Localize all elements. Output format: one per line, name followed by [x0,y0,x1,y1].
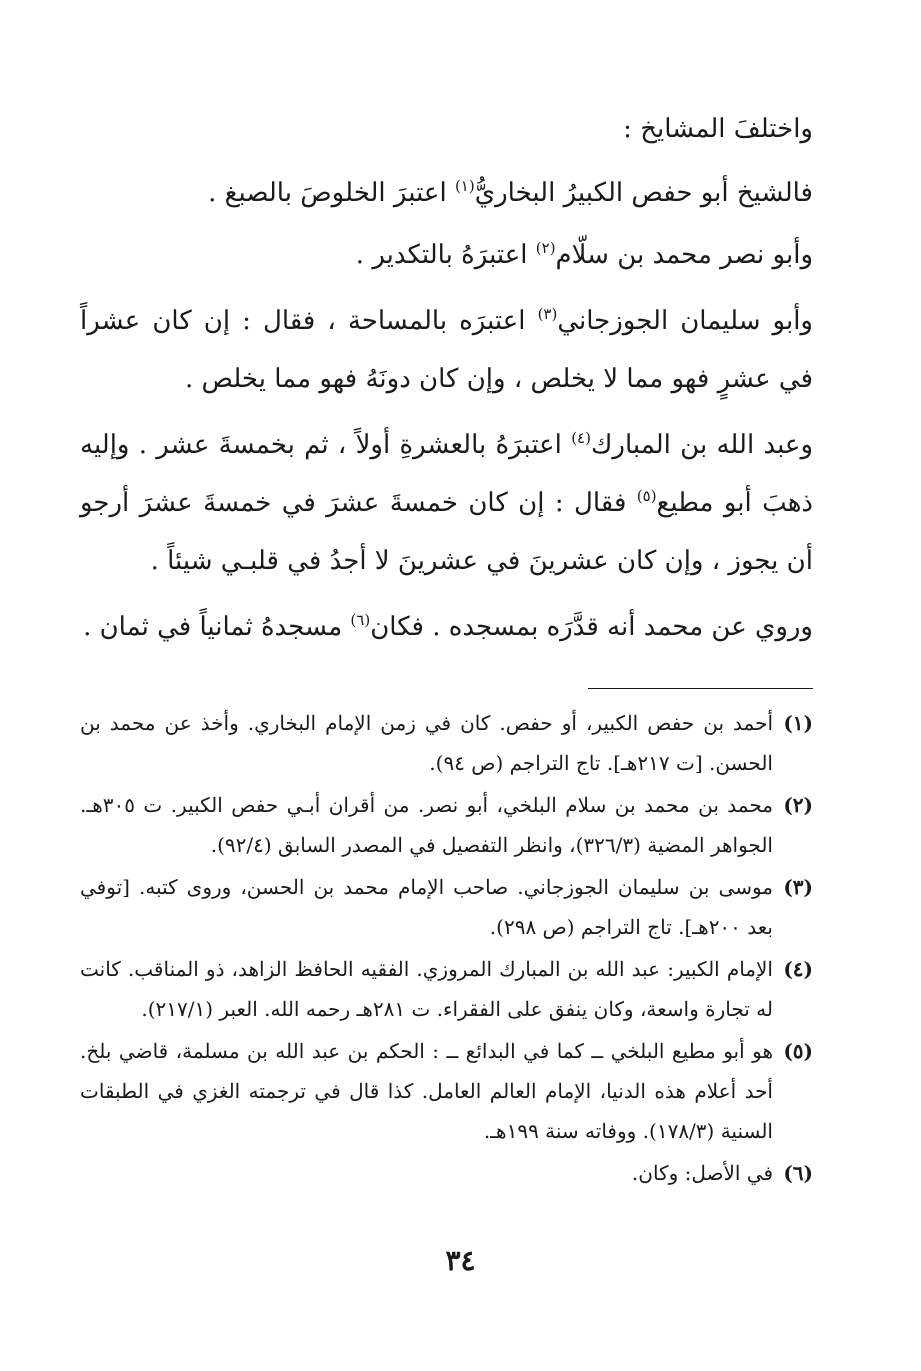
footnote-number: (٦) [783,1161,813,1185]
footnote-item [80,785,813,865]
footnote-number: (٣) [783,875,813,899]
footnotes [80,703,813,1193]
paragraph-muhammad [80,598,813,656]
footnote-ref[interactable]: (٦) [350,611,371,629]
footnote-ref[interactable]: (٣) [537,305,558,323]
footnote-number: (٢) [783,793,813,817]
footnote-item [80,1153,813,1193]
footnote-number: (٤) [783,957,813,981]
paragraph-text: وأبو سليمان الجوزجاني [557,306,813,336]
paragraph-text: فقال : إن كان خمسةَ عشرَ في خمسةَ عشرَ أرجو أن يجوز ، وإن كان عشرينَ في عشرينَ لا أجدُ في قلبـي شيئاً . [80,488,813,576]
footnote-text: الإمام الكبير: عبد الله بن المبارك المروزي. الفقيه الحافظ الزاهد، ذو المناقب. كانت له تجارة واسعة، وكان ينفق على الفقراء. ت ٢٨١هـ رحمه الله. العبر (٢١٧/١). [80,957,773,1021]
intro-line: واختلفَ المشايخ : [623,114,813,144]
main-text [80,100,813,656]
paragraph-text: اعتبرَهُ بالعشرةِ أولاً ، ثم بخمسةَ عشر . وإليه ذهبَ أبو مطيع [80,430,813,518]
footnote-ref[interactable]: (٤) [571,429,591,447]
paragraph-abu-sulayman [80,292,813,408]
footnote-ref[interactable]: (١) [454,177,475,195]
footnote-text: هو أبو مطيع البلخي ــ كما في البدائع ــ : الحكم بن عبد الله بن مسلمة، قاضي بلخ. أحد أعلام هذه الدنيا، الإمام العالم العامل. كذا قال في ترجمته الغزي في الطبقات السنية (١٧٨/٣). ووفاته سنة ١٩٩هـ. [80,1039,773,1143]
paragraph-text: وأبو نصر محمد بن سلّام [555,240,813,270]
footnote-number: (١) [783,711,813,735]
paragraph-text: اعتبرَه بالمساحة ، فقال : إن كان عشراً في عشرٍ فهو مما لا يخلص ، وإن كان دونَهُ فهو مما يخلص . [80,306,813,394]
paragraph-ibn-mubarak [80,416,813,590]
footnote-text: أحمد بن حفص الكبير، أو حفص. كان في زمن الإمام البخاري. وأخذ عن محمد بن الحسن. [ت ٢١٧هـ]. تاج التراجم (ص ٩٤). [80,711,773,775]
paragraph-text: اعتبرَ الخلوصَ بالصبغ . [208,178,455,208]
footnote-separator [588,688,813,689]
footnote-ref[interactable]: (٢) [535,239,556,257]
paragraph-text: مسجدهُ ثمانياً في ثمان . [83,612,351,642]
paragraph-abu-hafs [80,164,813,222]
paragraph-abu-nasr [80,226,813,284]
footnote-item [80,703,813,783]
footnote-item [80,949,813,1029]
footnote-text: محمد بن محمد بن سلام البلخي، أبو نصر. من أقران أبـي حفص الكبير. ت ٣٠٥هـ. الجواهر المضية (٣٢٦/٣)، وانظر التفصيل في المصدر السابق (٩٢/٤). [80,793,773,857]
footnote-text: موسى بن سليمان الجوزجاني. صاحب الإمام محمد بن الحسن، وروى كتبه. [توفي بعد ٢٠٠هـ]. تاج التراجم (ص ٢٩٨). [80,875,773,939]
footnote-ref[interactable]: (٥) [636,487,657,505]
footnote-text: في الأصل: وكان. [631,1161,773,1185]
paragraph-text: اعتبرَهُ بالتكدير . [355,240,536,270]
footnote-item [80,867,813,947]
paragraph-text: وروي عن محمد أنه قدَّرَه بمسجده . فكان [370,612,813,642]
footnote-item [80,1031,813,1151]
paragraph-text: فالشيخ أبو حفص الكبيرُ البخاريُّ [474,178,813,208]
footnote-number: (٥) [783,1039,813,1063]
page-number: ٣٤ [445,1244,476,1277]
paragraph-text: وعبد الله بن المبارك [590,430,814,460]
